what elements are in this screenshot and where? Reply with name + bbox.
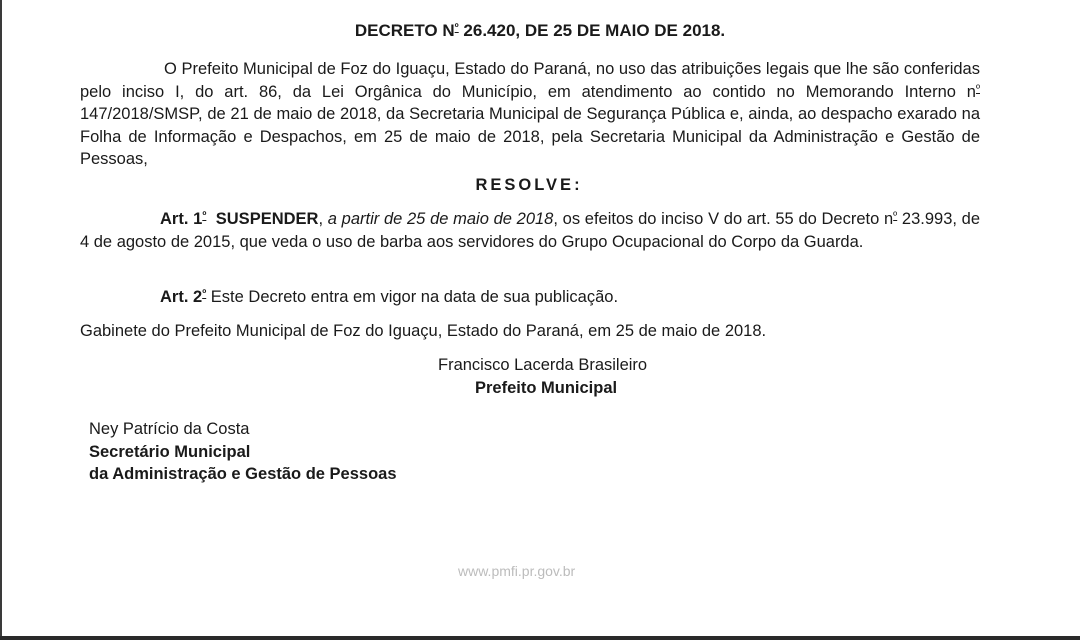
decree-title: DECRETO $N^º$ 26.420, DE 25 DE MAIO DE 2018. xyxy=(354,21,726,40)
cabinet-closing-line: Gabinete do Prefeito Municipal de Foz do Iguaçu, Estado do Paraná, em 25 de maio de 2018. xyxy=(80,322,767,340)
article-1-label: Art. $1^º$ xyxy=(160,210,207,228)
resolve-heading: RESOLVE: xyxy=(475,176,583,194)
secretary-role-line1: Secretário Municipal xyxy=(89,442,251,461)
page-left-border xyxy=(0,0,2,640)
footer-website[interactable]: www.pmfi.pr.gov.br xyxy=(458,563,576,579)
article-1: Art. $1^º$ SUSPENDER, a partir de 25 de maio de 2018, os efeitos do inciso V do art. 55 do Decreto $n^º$ 23.993, de 4 de agosto de 2015, que veda o uso de barba aos servidores do Grupo Ocupacional do Corpo da Guarda. xyxy=(80,210,981,251)
secretary-name: Ney Patrício da Costa xyxy=(89,420,250,438)
secretary-role-line2: da Administração e Gestão de Pessoas xyxy=(89,465,397,483)
article-2: Art. $2^º$ Este Decreto entra em vigor na data de sua publicação. xyxy=(160,288,619,306)
mayor-role: Prefeito Municipal xyxy=(475,378,618,397)
mayor-signature-block xyxy=(438,354,647,399)
article-2-label: Art. $2^º$ xyxy=(160,288,207,306)
article-1-verb: SUSPENDER xyxy=(215,210,319,228)
secretary-signature-block xyxy=(89,418,397,486)
mayor-name: Francisco Lacerda Brasileiro xyxy=(438,356,648,374)
page-bottom-border xyxy=(0,636,1080,640)
preamble-paragraph: O Prefeito Municipal de Foz do Iguaçu, Estado do Paraná, no uso das atribuições legais que lhe são conferidas pelo inciso I, do art. 86, da Lei Orgânica do Município, em atendimento ao contido no Memorando Interno $n^º$ 147/2018/SMSP, de 21 de maio de 2018, da Secretaria Municipal de Segurança Pública e, ainda, ao despacho exarado na Folha de Informação e Despachos, em 25 de maio de 2018, pela Secretaria Municipal da Administração e Gestão de Pessoas, xyxy=(80,60,980,168)
